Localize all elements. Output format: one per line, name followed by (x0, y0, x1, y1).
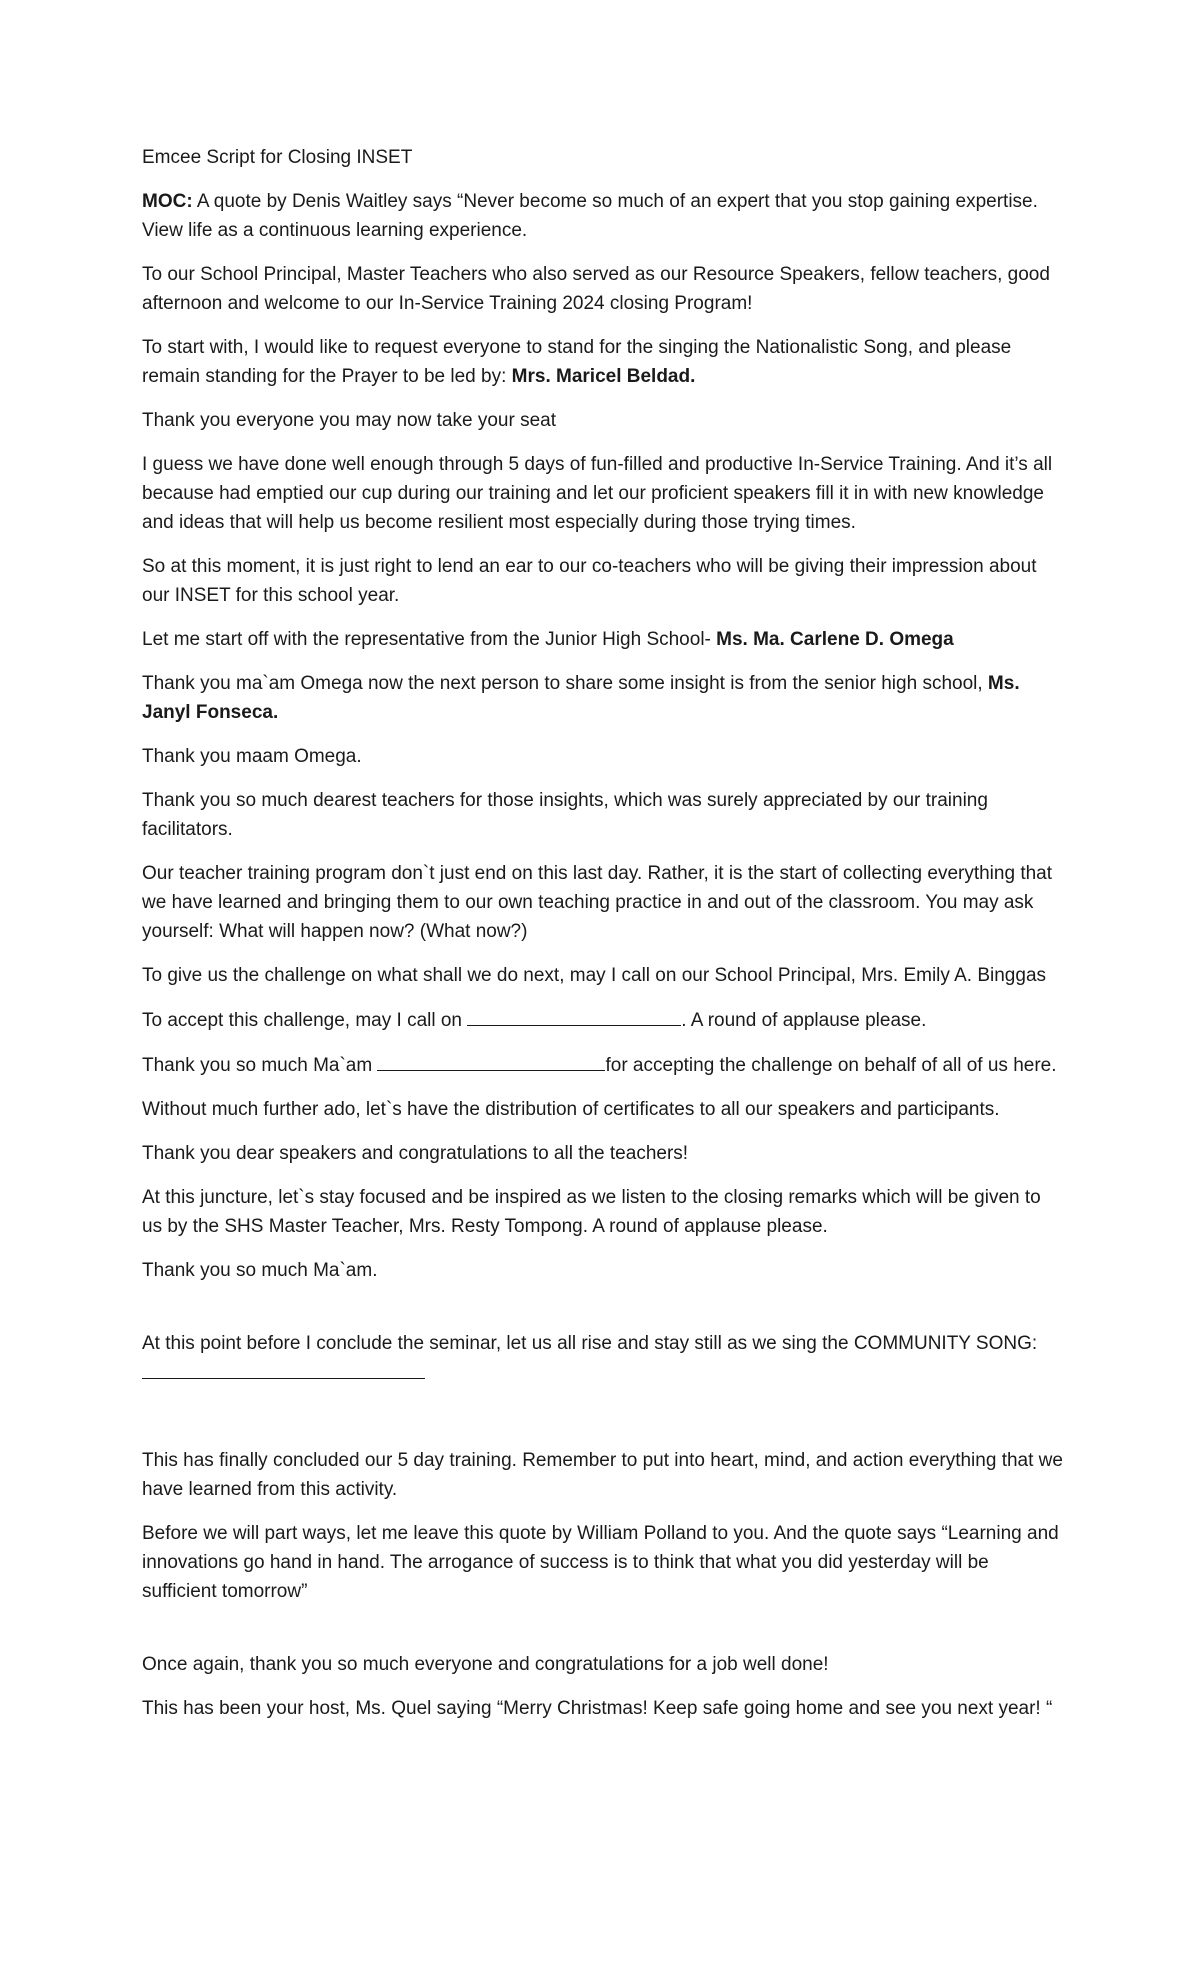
paragraph-thank-maam: Thank you so much Ma`am. (142, 1260, 378, 1281)
paragraph-opening-quote (142, 187, 1064, 245)
paragraph-impressions-intro: So at this moment, it is just right to lend an ear to our co-teachers who will be giving their impression about our INSET for this school year. (142, 556, 1037, 606)
accept-challenge-applause: . A round of applause please. (681, 1010, 927, 1031)
paragraph-nationalistic-song (142, 333, 1064, 391)
paragraph-accept-challenge (142, 1005, 1064, 1035)
paragraph-host-signoff: This has been your host, Ms. Quel saying “Merry Christmas! Keep safe going home and see you next year! “ (142, 1698, 1053, 1719)
document-title: Emcee Script for Closing INSET (142, 147, 413, 168)
paragraph-thank-omega: Thank you maam Omega. (142, 746, 362, 767)
name-blank-line (377, 1050, 605, 1071)
paragraph-closing-remarks: At this juncture, let`s stay focused and be inspired as we listen to the closing remarks which will be given to us by the SHS Master Teacher, Mrs. Resty Tompong. A round of applause please. (142, 1187, 1041, 1237)
accept-challenge-text: To accept this challenge, may I call on (142, 1010, 468, 1031)
jhs-representative-text: Let me start off with the representative from the Junior High School- (142, 629, 717, 650)
paragraph-training-continues: Our teacher training program don`t just end on this last day. Rather, it is the start of collecting everything that we have learned and bringing them to our own teaching practice in and out of the classroom. You may ask yourself: What will happen now? (What now?) (142, 863, 1053, 942)
paragraph-closing-quote: Before we will part ways, let me leave this quote by William Polland to you. And the quote says “Learning and innovations go hand in hand. The arrogance of success is to think that what you did yesterday will be sufficient tomorrow” (142, 1523, 1059, 1602)
nationalistic-song-text: To start with, I would like to request everyone to stand for the singing the Nationalistic Song, and please remain standing for the Prayer to be led by: (142, 337, 1012, 387)
prayer-leader-name: Mrs. Maricel Beldad. (511, 366, 696, 387)
paragraph-training-concluded: This has finally concluded our 5 day training. Remember to put into heart, mind, and action everything that we have learned from this activity. (142, 1450, 1063, 1500)
paragraph-community-song (142, 1329, 1064, 1388)
paragraph-shs-representative (142, 669, 1064, 727)
shs-representative-name: Ms. Janyl Fonseca. (142, 673, 1020, 723)
paragraph-congratulations: Thank you dear speakers and congratulations to all the teachers! (142, 1143, 689, 1164)
community-song-text: At this point before I conclude the seminar, let us all rise and stay still as we sing the COMMUNITY SONG: (142, 1333, 1038, 1354)
document-body (142, 143, 1064, 1738)
moc-label: MOC: (142, 191, 193, 212)
jhs-representative-name: Ms. Ma. Carlene D. Omega (716, 629, 954, 650)
name-blank-line (467, 1005, 681, 1026)
paragraph-thank-acceptor (142, 1050, 1064, 1080)
shs-representative-text: Thank you ma`am Omega now the next person to share some insight is from the senior high school, (142, 673, 988, 694)
paragraph-job-well-done: Once again, thank you so much everyone and congratulations for a job well done! (142, 1654, 829, 1675)
paragraph-principal-challenge: To give us the challenge on what shall we do next, may I call on our School Principal, Mrs. Emily A. Binggas (142, 965, 1047, 986)
paragraph-take-seat: Thank you everyone you may now take your seat (142, 410, 557, 431)
paragraph-certificates: Without much further ado, let`s have the distribution of certificates to all our speakers and participants. (142, 1099, 1000, 1120)
paragraph-thank-teachers: Thank you so much dearest teachers for those insights, which was surely appreciated by our training facilitators. (142, 790, 988, 840)
song-blank-line (142, 1358, 425, 1379)
opening-quote-text: A quote by Denis Waitley says “Never become so much of an expert that you stop gaining expertise. View life as a continuous learning experience. (142, 191, 1038, 241)
thank-acceptor-rest: for accepting the challenge on behalf of all of us here. (605, 1055, 1057, 1076)
paragraph-welcome: To our School Principal, Master Teachers who also served as our Resource Speakers, fellow teachers, good afternoon and welcome to our In-Service Training 2024 closing Program! (142, 264, 1050, 314)
paragraph-jhs-representative (142, 625, 1064, 654)
paragraph-training-summary: I guess we have done well enough through 5 days of fun-filled and productive In-Service Training. And it’s all because had emptied our cup during our training and let our proficient speakers fill it in with new knowledge and ideas that will help us become resilient most especially during those trying times. (142, 454, 1053, 533)
thank-acceptor-text: Thank you so much Ma`am (142, 1055, 378, 1076)
